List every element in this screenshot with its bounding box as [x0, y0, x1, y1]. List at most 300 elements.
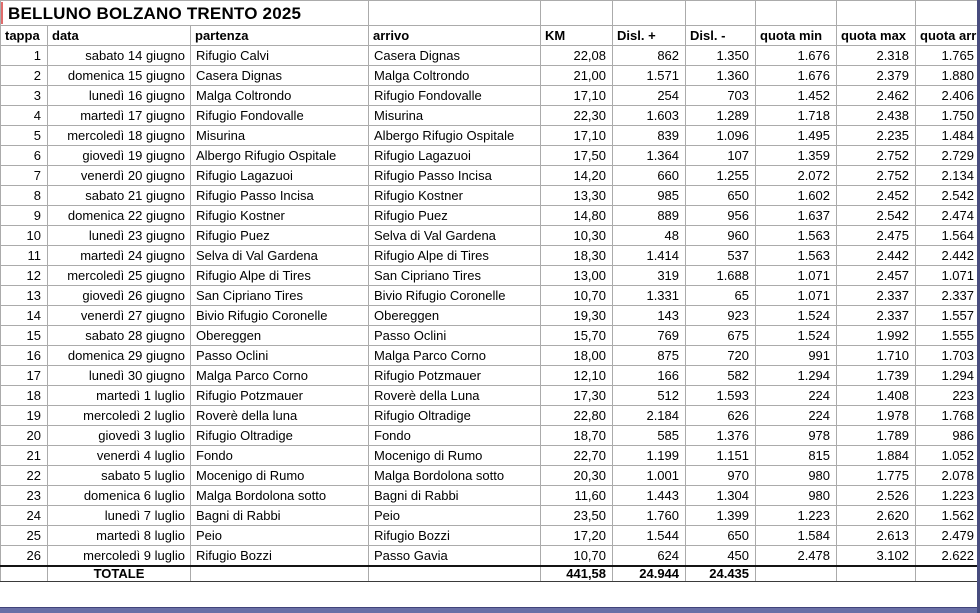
cell-tappa[interactable]: 4	[1, 106, 48, 126]
cell-arrivo[interactable]: Rifugio Oltradige	[369, 406, 541, 426]
empty-cell[interactable]	[1, 566, 48, 582]
cell-quota-max[interactable]: 2.457	[837, 266, 916, 286]
cell-data[interactable]: mercoledì 18 giugno	[48, 126, 191, 146]
empty-cell[interactable]	[613, 1, 686, 26]
cell-partenza[interactable]: Rifugio Fondovalle	[191, 106, 369, 126]
cell-km[interactable]: 11,60	[541, 486, 613, 506]
cell-disl-minus[interactable]: 970	[686, 466, 756, 486]
cell-data[interactable]: venerdì 4 luglio	[48, 446, 191, 466]
cell-arrivo[interactable]: Rifugio Kostner	[369, 186, 541, 206]
cell-tappa[interactable]: 19	[1, 406, 48, 426]
cell-km[interactable]: 14,80	[541, 206, 613, 226]
cell-quota-max[interactable]: 1.739	[837, 366, 916, 386]
cell-quota-min[interactable]: 1.071	[756, 266, 837, 286]
cell-data[interactable]: domenica 22 giugno	[48, 206, 191, 226]
cell-quota-arr[interactable]: 2.134	[916, 166, 980, 186]
cell-quota-max[interactable]: 2.337	[837, 306, 916, 326]
cell-disl-plus[interactable]: 1.603	[613, 106, 686, 126]
cell-disl-minus[interactable]: 675	[686, 326, 756, 346]
cell-arrivo[interactable]: Obereggen	[369, 306, 541, 326]
cell-km[interactable]: 10,70	[541, 546, 613, 567]
cell-partenza[interactable]: Malga Bordolona sotto	[191, 486, 369, 506]
cell-disl-minus[interactable]: 107	[686, 146, 756, 166]
empty-cell[interactable]	[837, 1, 916, 26]
cell-disl-plus[interactable]: 889	[613, 206, 686, 226]
cell-partenza[interactable]: Rifugio Bozzi	[191, 546, 369, 567]
table-row	[1, 246, 980, 266]
cell-quota-arr[interactable]: 2.542	[916, 186, 980, 206]
cell-disl-minus[interactable]: 1.350	[686, 46, 756, 66]
cell-tappa[interactable]: 8	[1, 186, 48, 206]
cell-disl-plus[interactable]: 48	[613, 226, 686, 246]
cell-disl-plus[interactable]: 585	[613, 426, 686, 446]
cell-quota-min[interactable]: 224	[756, 386, 837, 406]
cell-quota-min[interactable]: 1.563	[756, 246, 837, 266]
cell-tappa[interactable]: 15	[1, 326, 48, 346]
cell-km[interactable]: 17,10	[541, 126, 613, 146]
total-disl-minus[interactable]: 24.435	[686, 566, 756, 582]
cell-disl-plus[interactable]: 769	[613, 326, 686, 346]
cell-quota-max[interactable]: 2.752	[837, 146, 916, 166]
cell-disl-minus[interactable]: 1.399	[686, 506, 756, 526]
cell-km[interactable]: 22,70	[541, 446, 613, 466]
cell-partenza[interactable]: Rifugio Puez	[191, 226, 369, 246]
cell-partenza[interactable]: Roverè della luna	[191, 406, 369, 426]
cell-quota-max[interactable]: 2.438	[837, 106, 916, 126]
cell-partenza[interactable]: Rifugio Oltradige	[191, 426, 369, 446]
cell-quota-max[interactable]: 2.442	[837, 246, 916, 266]
cell-quota-min[interactable]: 2.478	[756, 546, 837, 567]
cell-arrivo[interactable]: Rifugio Alpe di Tires	[369, 246, 541, 266]
cell-disl-plus[interactable]: 1.364	[613, 146, 686, 166]
cell-data[interactable]: mercoledì 9 luglio	[48, 546, 191, 567]
cell-data[interactable]: lunedì 23 giugno	[48, 226, 191, 246]
cell-partenza[interactable]: Rifugio Potzmauer	[191, 386, 369, 406]
cell-arrivo[interactable]: Malga Bordolona sotto	[369, 466, 541, 486]
cell-disl-plus[interactable]: 166	[613, 366, 686, 386]
cell-quota-arr[interactable]: 1.071	[916, 266, 980, 286]
cell-disl-plus[interactable]: 985	[613, 186, 686, 206]
cell-km[interactable]: 23,50	[541, 506, 613, 526]
cell-data[interactable]: martedì 8 luglio	[48, 526, 191, 546]
cell-quota-arr[interactable]: 1.768	[916, 406, 980, 426]
cell-disl-plus[interactable]: 1.414	[613, 246, 686, 266]
title-row	[1, 1, 980, 26]
cell-disl-plus[interactable]: 1.331	[613, 286, 686, 306]
cell-partenza[interactable]: Obereggen	[191, 326, 369, 346]
cell-quota-min[interactable]: 2.072	[756, 166, 837, 186]
cell-quota-min[interactable]: 815	[756, 446, 837, 466]
cell-km[interactable]: 20,30	[541, 466, 613, 486]
cell-disl-minus[interactable]: 720	[686, 346, 756, 366]
empty-cell[interactable]	[837, 566, 916, 582]
cell-km[interactable]: 10,70	[541, 286, 613, 306]
cell-disl-minus[interactable]: 923	[686, 306, 756, 326]
column-header-data[interactable]: data	[48, 26, 191, 46]
cell-disl-plus[interactable]: 862	[613, 46, 686, 66]
cell-quota-min[interactable]: 1.676	[756, 66, 837, 86]
empty-cell[interactable]	[369, 566, 541, 582]
cell-data[interactable]: venerdì 27 giugno	[48, 306, 191, 326]
cell-quota-max[interactable]: 1.992	[837, 326, 916, 346]
cell-arrivo[interactable]: Misurina	[369, 106, 541, 126]
cell-quota-max[interactable]: 2.379	[837, 66, 916, 86]
cell-disl-plus[interactable]: 1.571	[613, 66, 686, 86]
cell-disl-plus[interactable]: 624	[613, 546, 686, 567]
cell-data[interactable]: lunedì 30 giugno	[48, 366, 191, 386]
table-row	[1, 346, 980, 366]
red-marker	[1, 2, 3, 24]
cell-disl-plus[interactable]: 319	[613, 266, 686, 286]
cell-arrivo[interactable]: Rifugio Bozzi	[369, 526, 541, 546]
cell-tappa[interactable]: 20	[1, 426, 48, 446]
cell-km[interactable]: 17,30	[541, 386, 613, 406]
cell-tappa[interactable]: 13	[1, 286, 48, 306]
cell-quota-min[interactable]: 1.676	[756, 46, 837, 66]
cell-disl-plus[interactable]: 875	[613, 346, 686, 366]
column-header-tappa[interactable]: tappa	[1, 26, 48, 46]
cell-data[interactable]: martedì 24 giugno	[48, 246, 191, 266]
cell-tappa[interactable]: 5	[1, 126, 48, 146]
cell-quota-arr[interactable]: 1.557	[916, 306, 980, 326]
cell-quota-max[interactable]: 2.613	[837, 526, 916, 546]
cell-tappa[interactable]: 26	[1, 546, 48, 567]
cell-quota-arr[interactable]: 1.294	[916, 366, 980, 386]
sheet-title-cell[interactable]	[1, 1, 369, 26]
cell-arrivo[interactable]: Rifugio Fondovalle	[369, 86, 541, 106]
table-row	[1, 106, 980, 126]
cell-tappa[interactable]: 16	[1, 346, 48, 366]
cell-arrivo[interactable]: San Cipriano Tires	[369, 266, 541, 286]
cell-quota-arr[interactable]: 1.052	[916, 446, 980, 466]
cell-quota-arr[interactable]: 1.484	[916, 126, 980, 146]
cell-quota-arr[interactable]: 1.880	[916, 66, 980, 86]
table-row	[1, 86, 980, 106]
table-row	[1, 126, 980, 146]
cell-quota-max[interactable]: 1.408	[837, 386, 916, 406]
cell-arrivo[interactable]: Rifugio Lagazuoi	[369, 146, 541, 166]
cell-tappa[interactable]: 7	[1, 166, 48, 186]
cell-km[interactable]: 19,30	[541, 306, 613, 326]
cell-km[interactable]: 21,00	[541, 66, 613, 86]
cell-data[interactable]: mercoledì 25 giugno	[48, 266, 191, 286]
table-row	[1, 206, 980, 226]
cell-disl-plus[interactable]: 660	[613, 166, 686, 186]
cell-tappa[interactable]: 2	[1, 66, 48, 86]
cell-disl-minus[interactable]: 1.360	[686, 66, 756, 86]
cell-quota-arr[interactable]: 1.765	[916, 46, 980, 66]
cell-km[interactable]: 17,20	[541, 526, 613, 546]
cell-quota-max[interactable]: 2.542	[837, 206, 916, 226]
cell-arrivo[interactable]: Passo Gavia	[369, 546, 541, 567]
cell-tappa[interactable]: 10	[1, 226, 48, 246]
cell-quota-min[interactable]: 224	[756, 406, 837, 426]
cell-tappa[interactable]: 18	[1, 386, 48, 406]
cell-quota-max[interactable]: 2.235	[837, 126, 916, 146]
cell-quota-min[interactable]: 1.563	[756, 226, 837, 246]
cell-quota-max[interactable]: 2.620	[837, 506, 916, 526]
cell-data[interactable]: mercoledì 2 luglio	[48, 406, 191, 426]
cell-partenza[interactable]: San Cipriano Tires	[191, 286, 369, 306]
cell-disl-minus[interactable]: 1.151	[686, 446, 756, 466]
cell-partenza[interactable]: Rifugio Alpe di Tires	[191, 266, 369, 286]
column-header-partenza[interactable]: partenza	[191, 26, 369, 46]
cell-quota-min[interactable]: 1.584	[756, 526, 837, 546]
cell-km[interactable]: 13,00	[541, 266, 613, 286]
cell-partenza[interactable]: Malga Parco Corno	[191, 366, 369, 386]
cell-quota-arr[interactable]: 2.078	[916, 466, 980, 486]
cell-arrivo[interactable]: Mocenigo di Rumo	[369, 446, 541, 466]
cell-km[interactable]: 18,00	[541, 346, 613, 366]
cell-tappa[interactable]: 14	[1, 306, 48, 326]
cell-quota-min[interactable]: 1.637	[756, 206, 837, 226]
cell-arrivo[interactable]: Fondo	[369, 426, 541, 446]
cell-tappa[interactable]: 21	[1, 446, 48, 466]
cell-partenza[interactable]: Malga Coltrondo	[191, 86, 369, 106]
cell-arrivo[interactable]: Bivio Rifugio Coronelle	[369, 286, 541, 306]
table-row	[1, 66, 980, 86]
cell-arrivo[interactable]: Malga Parco Corno	[369, 346, 541, 366]
cell-quota-min[interactable]: 980	[756, 466, 837, 486]
cell-disl-minus[interactable]: 960	[686, 226, 756, 246]
cell-quota-arr[interactable]: 2.622	[916, 546, 980, 567]
cell-quota-min[interactable]: 1.294	[756, 366, 837, 386]
cell-partenza[interactable]: Passo Oclini	[191, 346, 369, 366]
cell-data[interactable]: sabato 21 giugno	[48, 186, 191, 206]
cell-arrivo[interactable]: Malga Coltrondo	[369, 66, 541, 86]
cell-arrivo[interactable]: Rifugio Puez	[369, 206, 541, 226]
cell-partenza[interactable]: Misurina	[191, 126, 369, 146]
cell-km[interactable]: 18,70	[541, 426, 613, 446]
cell-partenza[interactable]: Casera Dignas	[191, 66, 369, 86]
column-header-arrivo[interactable]: arrivo	[369, 26, 541, 46]
cell-quota-min[interactable]: 991	[756, 346, 837, 366]
cell-data[interactable]: sabato 28 giugno	[48, 326, 191, 346]
table-row	[1, 466, 980, 486]
cell-quota-min[interactable]: 1.071	[756, 286, 837, 306]
cell-quota-arr[interactable]: 2.406	[916, 86, 980, 106]
empty-cell[interactable]	[916, 1, 980, 26]
cell-quota-min[interactable]: 1.495	[756, 126, 837, 146]
cell-tappa[interactable]: 24	[1, 506, 48, 526]
cell-quota-arr[interactable]: 2.479	[916, 526, 980, 546]
cell-km[interactable]: 17,50	[541, 146, 613, 166]
cell-arrivo[interactable]: Rifugio Potzmauer	[369, 366, 541, 386]
cell-quota-min[interactable]: 1.718	[756, 106, 837, 126]
cell-disl-plus[interactable]: 143	[613, 306, 686, 326]
cell-quota-arr[interactable]: 1.703	[916, 346, 980, 366]
cell-quota-arr[interactable]: 2.337	[916, 286, 980, 306]
cell-partenza[interactable]: Albergo Rifugio Ospitale	[191, 146, 369, 166]
cell-quota-arr[interactable]: 2.729	[916, 146, 980, 166]
cell-disl-plus[interactable]: 254	[613, 86, 686, 106]
cell-km[interactable]: 13,30	[541, 186, 613, 206]
cell-quota-arr[interactable]: 223	[916, 386, 980, 406]
cell-data[interactable]: venerdì 20 giugno	[48, 166, 191, 186]
cell-disl-minus[interactable]: 956	[686, 206, 756, 226]
cell-arrivo[interactable]: Peio	[369, 506, 541, 526]
total-label[interactable]: TOTALE	[48, 566, 191, 582]
cell-quota-max[interactable]: 2.526	[837, 486, 916, 506]
cell-tappa[interactable]: 12	[1, 266, 48, 286]
cell-disl-plus[interactable]: 2.184	[613, 406, 686, 426]
cell-quota-arr[interactable]: 986	[916, 426, 980, 446]
cell-partenza[interactable]: Bivio Rifugio Coronelle	[191, 306, 369, 326]
cell-quota-min[interactable]: 1.602	[756, 186, 837, 206]
column-header-disl-plus[interactable]: Disl. +	[613, 26, 686, 46]
empty-cell[interactable]	[191, 566, 369, 582]
cell-arrivo[interactable]: Selva di Val Gardena	[369, 226, 541, 246]
empty-cell[interactable]	[686, 1, 756, 26]
cell-quota-arr[interactable]: 1.555	[916, 326, 980, 346]
cell-disl-plus[interactable]: 1.760	[613, 506, 686, 526]
cell-km[interactable]: 18,30	[541, 246, 613, 266]
cell-partenza[interactable]: Rifugio Calvi	[191, 46, 369, 66]
column-header-km[interactable]: KM	[541, 26, 613, 46]
cell-partenza[interactable]: Mocenigo di Rumo	[191, 466, 369, 486]
cell-tappa[interactable]: 17	[1, 366, 48, 386]
cell-data[interactable]: sabato 5 luglio	[48, 466, 191, 486]
cell-quota-arr[interactable]: 1.562	[916, 506, 980, 526]
cell-data[interactable]: martedì 17 giugno	[48, 106, 191, 126]
cell-tappa[interactable]: 9	[1, 206, 48, 226]
cell-quota-max[interactable]: 2.462	[837, 86, 916, 106]
cell-arrivo[interactable]: Bagni di Rabbi	[369, 486, 541, 506]
cell-tappa[interactable]: 22	[1, 466, 48, 486]
total-km[interactable]: 441,58	[541, 566, 613, 582]
empty-cell[interactable]	[756, 566, 837, 582]
cell-disl-plus[interactable]: 1.443	[613, 486, 686, 506]
cell-tappa[interactable]: 23	[1, 486, 48, 506]
cell-disl-minus[interactable]: 626	[686, 406, 756, 426]
cell-tappa[interactable]: 25	[1, 526, 48, 546]
cell-partenza[interactable]: Peio	[191, 526, 369, 546]
cell-partenza[interactable]: Rifugio Passo Incisa	[191, 186, 369, 206]
cell-quota-max[interactable]: 2.337	[837, 286, 916, 306]
cell-quota-min[interactable]: 1.524	[756, 306, 837, 326]
cell-disl-minus[interactable]: 65	[686, 286, 756, 306]
cell-quota-max[interactable]: 1.775	[837, 466, 916, 486]
cell-quota-arr[interactable]: 1.564	[916, 226, 980, 246]
cell-disl-minus[interactable]: 1.255	[686, 166, 756, 186]
cell-km[interactable]: 22,30	[541, 106, 613, 126]
cell-km[interactable]: 12,10	[541, 366, 613, 386]
cell-data[interactable]: martedì 1 luglio	[48, 386, 191, 406]
cell-quota-min[interactable]: 980	[756, 486, 837, 506]
column-header-quota-max[interactable]: quota max	[837, 26, 916, 46]
cell-partenza[interactable]: Bagni di Rabbi	[191, 506, 369, 526]
cell-disl-minus[interactable]: 1.593	[686, 386, 756, 406]
column-header-quota-arr[interactable]: quota arr	[916, 26, 980, 46]
empty-cell[interactable]	[369, 1, 541, 26]
cell-quota-max[interactable]: 2.318	[837, 46, 916, 66]
cell-quota-arr[interactable]: 2.474	[916, 206, 980, 226]
cell-disl-minus[interactable]: 1.688	[686, 266, 756, 286]
total-disl-plus[interactable]: 24.944	[613, 566, 686, 582]
cell-arrivo[interactable]: Roverè della Luna	[369, 386, 541, 406]
cell-quota-arr[interactable]: 1.223	[916, 486, 980, 506]
cell-km[interactable]: 14,20	[541, 166, 613, 186]
cell-quota-arr[interactable]: 2.442	[916, 246, 980, 266]
cell-disl-minus[interactable]: 1.289	[686, 106, 756, 126]
cell-quota-min[interactable]: 1.359	[756, 146, 837, 166]
cell-arrivo[interactable]: Passo Oclini	[369, 326, 541, 346]
cell-data[interactable]: domenica 6 luglio	[48, 486, 191, 506]
cell-partenza[interactable]: Selva di Val Gardena	[191, 246, 369, 266]
cell-disl-minus[interactable]: 450	[686, 546, 756, 567]
cell-disl-plus[interactable]: 1.001	[613, 466, 686, 486]
cell-data[interactable]: giovedì 26 giugno	[48, 286, 191, 306]
cell-arrivo[interactable]: Casera Dignas	[369, 46, 541, 66]
table-row	[1, 426, 980, 446]
empty-cell[interactable]	[756, 1, 837, 26]
cell-tappa[interactable]: 3	[1, 86, 48, 106]
cell-quota-max[interactable]: 1.978	[837, 406, 916, 426]
cell-quota-max[interactable]: 2.452	[837, 186, 916, 206]
cell-partenza[interactable]: Fondo	[191, 446, 369, 466]
cell-partenza[interactable]: Rifugio Lagazuoi	[191, 166, 369, 186]
cell-disl-minus[interactable]: 537	[686, 246, 756, 266]
cell-partenza[interactable]: Rifugio Kostner	[191, 206, 369, 226]
cell-quota-max[interactable]: 1.884	[837, 446, 916, 466]
cell-data[interactable]: giovedì 19 giugno	[48, 146, 191, 166]
cell-data[interactable]: giovedì 3 luglio	[48, 426, 191, 446]
cell-disl-minus[interactable]: 1.304	[686, 486, 756, 506]
cell-data[interactable]: lunedì 7 luglio	[48, 506, 191, 526]
cell-tappa[interactable]: 6	[1, 146, 48, 166]
cell-tappa[interactable]: 11	[1, 246, 48, 266]
cell-quota-min[interactable]: 1.524	[756, 326, 837, 346]
cell-quota-max[interactable]: 1.710	[837, 346, 916, 366]
cell-quota-min[interactable]: 1.452	[756, 86, 837, 106]
cell-disl-plus[interactable]: 1.199	[613, 446, 686, 466]
cell-tappa[interactable]: 1	[1, 46, 48, 66]
cell-arrivo[interactable]: Albergo Rifugio Ospitale	[369, 126, 541, 146]
cell-disl-minus[interactable]: 1.096	[686, 126, 756, 146]
cell-disl-minus[interactable]: 703	[686, 86, 756, 106]
column-header-disl-minus[interactable]: Disl. -	[686, 26, 756, 46]
cell-data[interactable]: domenica 15 giugno	[48, 66, 191, 86]
cell-data[interactable]: sabato 14 giugno	[48, 46, 191, 66]
column-header-quota-min[interactable]: quota min	[756, 26, 837, 46]
cell-km[interactable]: 10,30	[541, 226, 613, 246]
cell-data[interactable]: domenica 29 giugno	[48, 346, 191, 366]
empty-cell[interactable]	[541, 1, 613, 26]
cell-km[interactable]: 15,70	[541, 326, 613, 346]
empty-cell[interactable]	[916, 566, 980, 582]
cell-km[interactable]: 17,10	[541, 86, 613, 106]
cell-quota-min[interactable]: 978	[756, 426, 837, 446]
cell-disl-plus[interactable]: 839	[613, 126, 686, 146]
cell-disl-minus[interactable]: 582	[686, 366, 756, 386]
cell-quota-max[interactable]: 1.789	[837, 426, 916, 446]
cell-quota-min[interactable]: 1.223	[756, 506, 837, 526]
cell-quota-max[interactable]: 2.752	[837, 166, 916, 186]
cell-arrivo[interactable]: Rifugio Passo Incisa	[369, 166, 541, 186]
cell-km[interactable]: 22,80	[541, 406, 613, 426]
table-row	[1, 326, 980, 346]
cell-km[interactable]: 22,08	[541, 46, 613, 66]
cell-disl-minus[interactable]: 1.376	[686, 426, 756, 446]
cell-disl-plus[interactable]: 1.544	[613, 526, 686, 546]
cell-disl-minus[interactable]: 650	[686, 526, 756, 546]
cell-disl-plus[interactable]: 512	[613, 386, 686, 406]
cell-quota-arr[interactable]: 1.750	[916, 106, 980, 126]
cell-quota-max[interactable]: 3.102	[837, 546, 916, 567]
cell-disl-minus[interactable]: 650	[686, 186, 756, 206]
cell-data[interactable]: lunedì 16 giugno	[48, 86, 191, 106]
cell-quota-max[interactable]: 2.475	[837, 226, 916, 246]
